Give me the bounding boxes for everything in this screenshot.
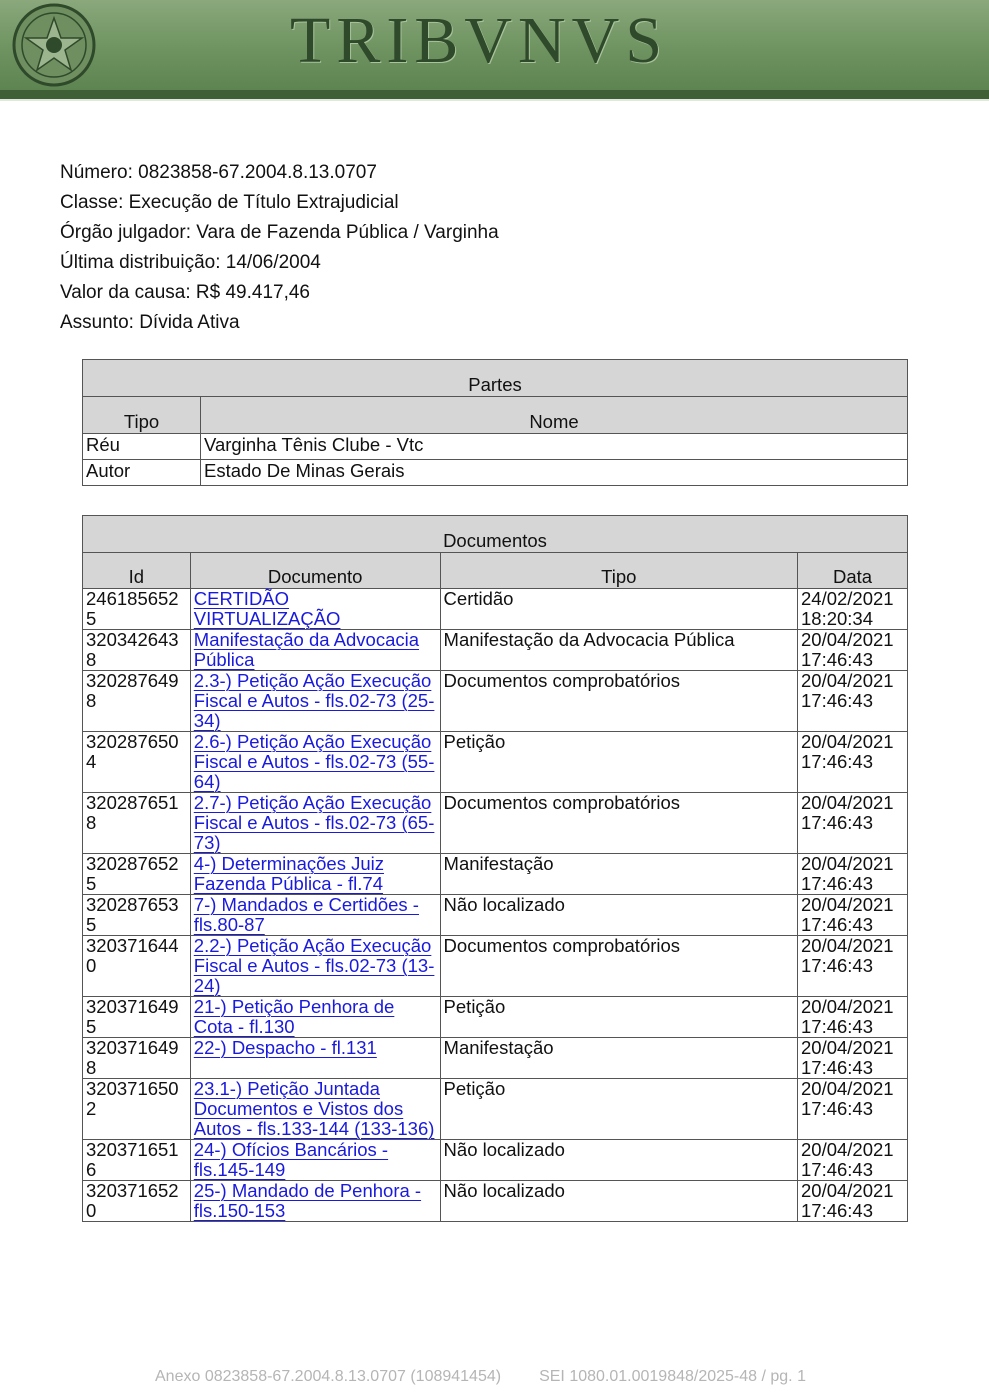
document-date: 20/04/2021 17:46:43 [798,1038,908,1079]
brand-wordmark: TRIBVNVS [290,4,669,77]
col-header-tipo: Tipo [83,397,201,434]
document-cell [190,854,440,895]
party-name: Varginha Tênis Clube - Vtc [201,434,908,460]
process-number: Número: 0823858-67.2004.8.13.0707 [60,162,377,183]
document-id: 3203716516 [83,1140,191,1181]
document-type: Documentos comprobatórios [440,936,797,997]
col-header-nome: Nome [201,397,908,434]
document-cell [190,895,440,936]
table-row [83,1079,908,1140]
header-rule-light [0,99,989,101]
document-type: Certidão [440,589,797,630]
document-cell [190,997,440,1038]
document-link[interactable]: 22-) Despacho - fl.131 [193,1037,377,1058]
col-header-id: Id [83,553,191,589]
table-row [83,671,908,732]
document-type: Manifestação da Advocacia Pública [440,630,797,671]
process-metadata [60,158,499,338]
document-id: 3202876518 [83,793,191,854]
document-cell [190,1181,440,1222]
document-type: Manifestação [440,1038,797,1079]
document-type: Não localizado [440,895,797,936]
case-value: Valor da causa: R$ 49.417,46 [60,282,310,303]
header-rule [0,90,989,99]
col-header-data: Data [798,553,908,589]
document-type: Não localizado [440,1181,797,1222]
document-link[interactable]: 2.2-) Petição Ação Execução Fiscal e Autos - fls.02-73 (13-24) [193,935,435,996]
document-type: Documentos comprobatórios [440,793,797,854]
document-link[interactable]: 23.1-) Petição Juntada Documentos e Vistos dos Autos - fls.133-144 (133-136) [193,1078,435,1139]
document-cell [190,936,440,997]
table-row [83,895,908,936]
table-row [83,630,908,671]
document-link[interactable]: 25-) Mandado de Penhora - fls.150-153 [193,1180,422,1221]
document-date: 20/04/2021 17:46:43 [798,671,908,732]
document-date: 20/04/2021 17:46:43 [798,1140,908,1181]
document-link[interactable]: 4-) Determinações Juiz Fazenda Pública - fl.74 [193,853,384,894]
party-type: Réu [83,434,201,460]
document-date: 20/04/2021 17:46:43 [798,1181,908,1222]
document-date: 24/02/2021 18:20:34 [798,589,908,630]
documents-table [82,515,908,1222]
document-id: 3203716498 [83,1038,191,1079]
table-row [83,732,908,793]
document-link[interactable]: Manifestação da Advocacia Pública [193,629,420,670]
parties-table [82,359,908,486]
document-id: 3203426438 [83,630,191,671]
table-row [83,1038,908,1079]
document-link[interactable]: 2.6-) Petição Ação Execução Fiscal e Autos - fls.02-73 (55-64) [193,731,435,792]
document-id: 3203716495 [83,997,191,1038]
document-date: 20/04/2021 17:46:43 [798,793,908,854]
document-date: 20/04/2021 17:46:43 [798,732,908,793]
col-header-tipo: Tipo [440,553,797,589]
document-date: 20/04/2021 17:46:43 [798,1079,908,1140]
coat-of-arms-seal-icon [8,2,100,88]
document-date: 20/04/2021 17:46:43 [798,936,908,997]
document-id: 3203716520 [83,1181,191,1222]
document-type: Manifestação [440,854,797,895]
parties-caption: Partes [83,360,908,397]
document-cell [190,732,440,793]
document-type: Petição [440,732,797,793]
document-id: 3202876535 [83,895,191,936]
col-header-documento: Documento [190,553,440,589]
document-cell [190,1038,440,1079]
judging-body: Órgão julgador: Vara de Fazenda Pública / Varginha [60,222,499,243]
document-id: 3202876525 [83,854,191,895]
table-row [83,854,908,895]
table-row [83,434,908,460]
document-type: Petição [440,997,797,1038]
document-link[interactable]: CERTIDÃO VIRTUALIZAÇÃO [193,588,341,629]
documents-rows [83,589,908,1222]
document-date: 20/04/2021 17:46:43 [798,630,908,671]
process-class: Classe: Execução de Título Extrajudicial [60,192,399,213]
document-link[interactable]: 2.3-) Petição Ação Execução Fiscal e Autos - fls.02-73 (25-34) [193,670,435,731]
document-id: 3203716502 [83,1079,191,1140]
document-link[interactable]: 21-) Petição Penhora de Cota - fl.130 [193,996,395,1037]
document-type: Documentos comprobatórios [440,671,797,732]
table-row [83,460,908,486]
document-type: Petição [440,1079,797,1140]
page-footer [155,1368,806,1386]
footer-sei: SEI 1080.01.0019848/2025-48 / pg. 1 [539,1368,806,1385]
table-row [83,936,908,997]
party-name: Estado De Minas Gerais [201,460,908,486]
document-type: Não localizado [440,1140,797,1181]
document-link[interactable]: 2.7-) Petição Ação Execução Fiscal e Autos - fls.02-73 (65-73) [193,792,435,853]
document-link[interactable]: 7-) Mandados e Certidões - fls.80-87 [193,894,419,935]
document-cell [190,1140,440,1181]
document-cell [190,1079,440,1140]
table-row [83,589,908,630]
document-date: 20/04/2021 17:46:43 [798,895,908,936]
documents-caption: Documentos [83,516,908,553]
document-id: 3202876504 [83,732,191,793]
header-banner [0,0,989,90]
document-link[interactable]: 24-) Ofícios Bancários - fls.145-149 [193,1139,389,1180]
document-date: 20/04/2021 17:46:43 [798,997,908,1038]
case-subject: Assunto: Dívida Ativa [60,312,240,333]
document-cell [190,630,440,671]
document-id: 3202876498 [83,671,191,732]
last-distribution: Última distribuição: 14/06/2004 [60,252,321,273]
document-cell [190,589,440,630]
footer-annex: Anexo 0823858-67.2004.8.13.0707 (108941454) [155,1368,502,1385]
document-date: 20/04/2021 17:46:43 [798,854,908,895]
document-id: 3203716440 [83,936,191,997]
table-row [83,1140,908,1181]
document-cell [190,793,440,854]
table-row [83,1181,908,1222]
document-id: 2461856525 [83,589,191,630]
document-cell [190,671,440,732]
party-type: Autor [83,460,201,486]
table-row [83,997,908,1038]
table-row [83,793,908,854]
